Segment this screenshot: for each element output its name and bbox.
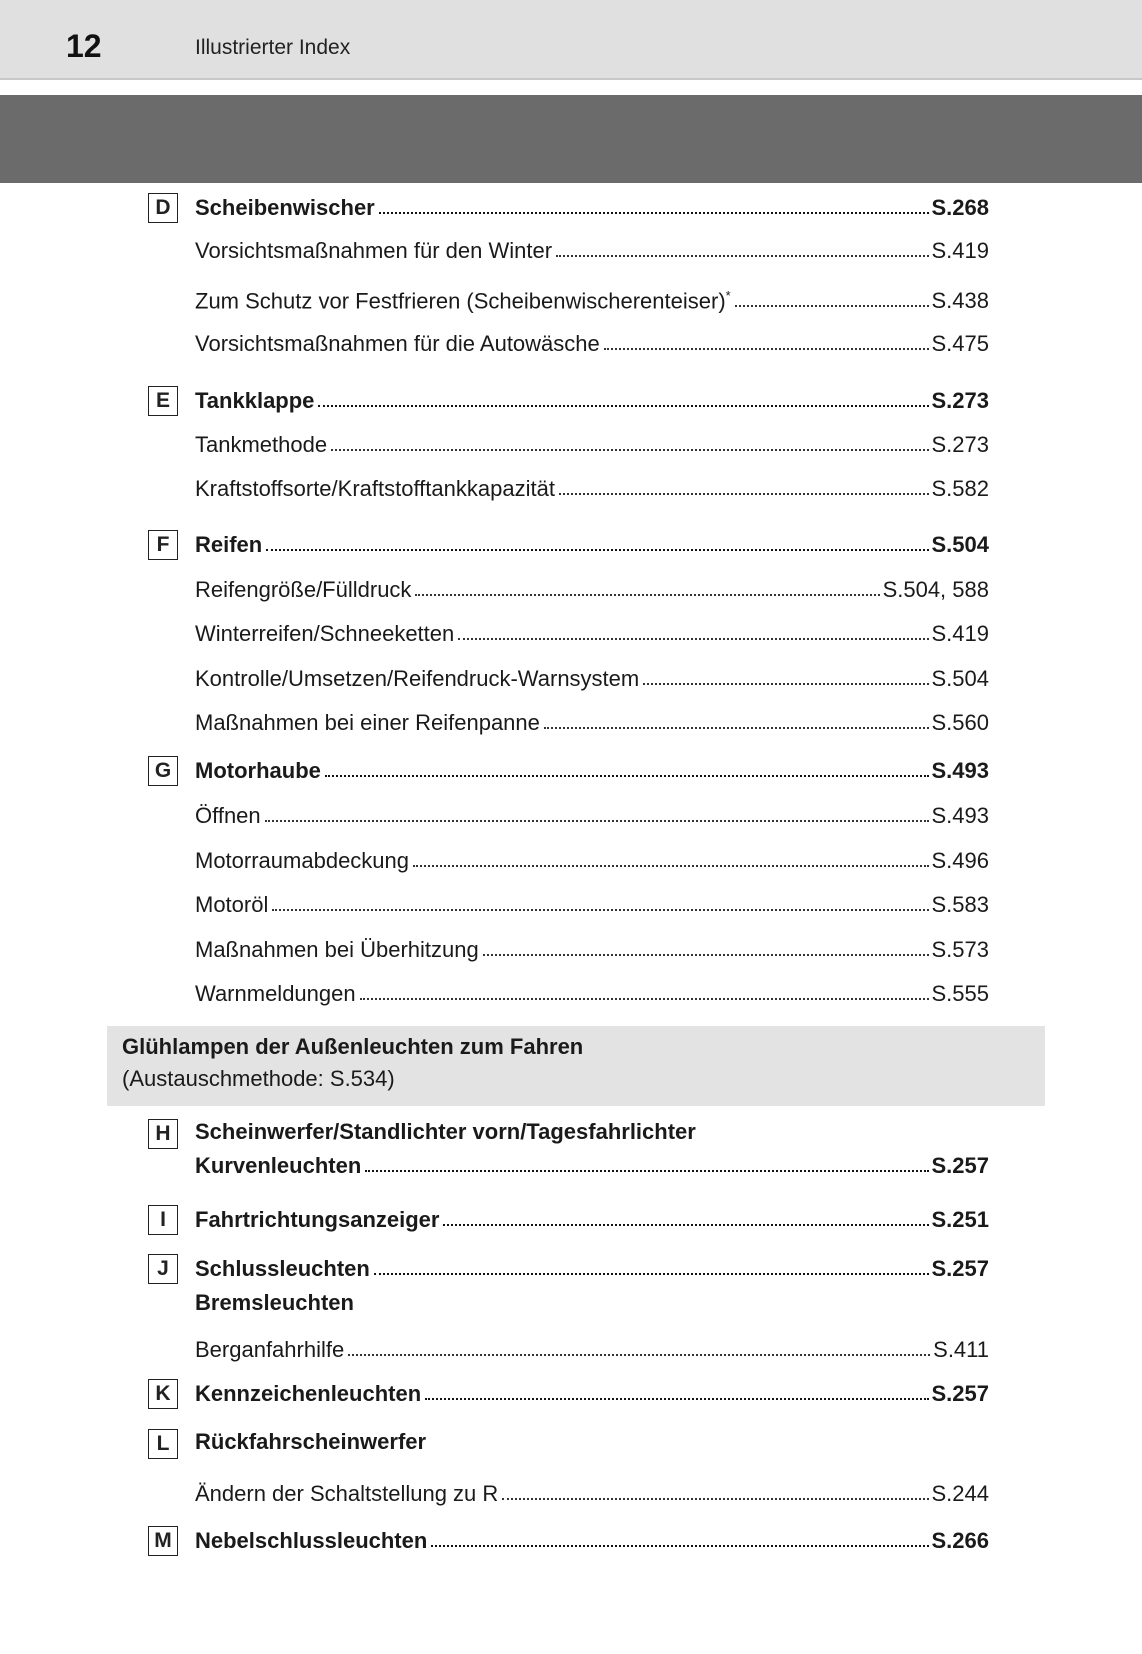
letter-badge-h: H [148,1119,178,1149]
page-title: Illustrierter Index [195,36,351,59]
leader-dots [348,1353,930,1356]
letter-badge-g: G [148,756,178,786]
bulbs-box-subtitle: (Austauschmethode: S.534) [122,1066,395,1091]
leader-dots [643,682,928,685]
leader-dots [556,254,928,257]
entry-page: S.504 [931,666,989,691]
entry-page: S.504, 588 [882,577,989,602]
leader-dots [502,1497,928,1500]
index-entry-motorhaube [195,751,989,785]
index-subentry [195,796,989,830]
footnote-mark: * [725,287,731,303]
index-subentry [195,885,989,919]
leader-dots [425,1397,928,1400]
leader-dots [318,404,928,407]
entry-label: Tankmethode [195,432,328,457]
entry-label: Motoröl [195,892,269,917]
entry-label: Tankklappe [195,388,315,413]
entry-label: Motorraumabdeckung [195,848,410,873]
entry-label: Nebelschlussleuchten [195,1528,428,1553]
index-subentry [195,974,989,1008]
entry-page: S.438 [931,288,989,313]
entry-label: Kurvenleuchten [195,1153,362,1178]
index-subentry [195,841,989,875]
entry-page: S.496 [931,848,989,873]
entry-label: Fahrtrichtungsanzeiger [195,1207,440,1232]
leader-dots [544,726,929,729]
entry-label: Berganfahrhilfe [195,1337,345,1362]
index-entry-scheinwerfer: Scheinwerfer/Standlichter vorn/Tagesfahrlichter [195,1119,696,1144]
index-subentry [195,425,989,459]
entry-label: Maßnahmen bei einer Reifenpanne [195,710,540,735]
index-entry-kurvenleuchten [195,1146,989,1180]
entry-page: S.244 [931,1481,989,1506]
leader-dots [458,637,928,640]
page-header [0,0,1142,80]
leader-dots [374,1272,929,1275]
letter-badge-m: M [148,1526,178,1556]
entry-page: S.419 [931,238,989,263]
entry-label: Vorsichtsmaßnahmen für den Winter [195,238,553,263]
letter-badge-e: E [148,386,178,416]
index-subentry [195,570,989,604]
index-subentry [195,703,989,737]
entry-label: Reifen [195,532,263,557]
entry-label: Maßnahmen bei Überhitzung [195,937,479,962]
leader-dots [443,1223,928,1226]
entry-page: S.268 [931,195,989,220]
entry-label: Warnmeldungen [195,981,356,1006]
entry-label: Kennzeichenleuchten [195,1381,422,1406]
letter-badge-j: J [148,1254,178,1284]
leader-dots [735,304,929,307]
index-entry-rueckfahrscheinwerfer: Rückfahrscheinwerfer [195,1429,427,1454]
letter-badge-k: K [148,1379,178,1409]
index-subentry [195,469,989,503]
leader-dots [266,548,928,551]
entry-label: Schlussleuchten [195,1256,370,1281]
entry-page: S.555 [931,981,989,1006]
index-subentry [195,1330,989,1364]
letter-badge-l: L [148,1429,178,1459]
leader-dots [604,347,929,350]
entry-page: S.257 [931,1256,989,1281]
entry-label: Vorsichtsmaßnahmen für die Autowäsche [195,331,600,356]
entry-label: Öffnen [195,803,261,828]
entry-page: S.266 [931,1528,989,1553]
entry-page: S.257 [931,1153,989,1178]
bulbs-box-title: Glühlampen der Außenleuchten zum Fahren [122,1034,584,1059]
entry-page: S.560 [931,710,989,735]
index-entry-bremsleuchten: Bremsleuchten [195,1290,354,1315]
leader-dots [272,908,928,911]
entry-page: S.475 [931,331,989,356]
index-entry-fahrtrichtungsanzeiger [195,1200,989,1234]
header-band [0,95,1142,183]
entry-page: S.273 [931,432,989,457]
index-subentry [195,1474,989,1508]
entry-label: Zum Schutz vor Festfrieren (Scheibenwischerenteiser)* [195,287,731,313]
entry-page: S.583 [931,892,989,917]
entry-page: S.251 [931,1207,989,1232]
leader-dots [559,492,929,495]
index-entry-schlussleuchten [195,1249,989,1283]
entry-page: S.411 [933,1337,989,1362]
entry-label: Kraftstoffsorte/Kraftstofftankkapazität [195,476,555,501]
entry-page: S.504 [931,532,989,557]
letter-badge-i: I [148,1205,178,1235]
index-entry-nebelschlussleuchten [195,1521,989,1555]
leader-dots [415,593,879,596]
index-entry-reifen [195,525,989,559]
entry-label: Scheibenwischer [195,195,375,220]
leader-dots [325,774,929,777]
entry-label: Ändern der Schaltstellung zu R [195,1481,499,1506]
index-subentry [195,614,989,648]
index-entry-kennzeichenleuchten [195,1374,989,1408]
entry-label: Reifengröße/Fülldruck [195,577,412,602]
leader-dots [379,211,929,214]
entry-label: Motorhaube [195,758,321,783]
leader-dots [413,864,928,867]
index-subentry [195,231,989,265]
index-subentry [195,930,989,964]
entry-page: S.273 [931,388,989,413]
page-number: 12 [66,28,102,64]
leader-dots [265,819,929,822]
index-subentry [195,281,989,315]
entry-page: S.573 [931,937,989,962]
index-subentry [195,324,989,358]
index-entry-tankklappe [195,381,989,415]
entry-page: S.493 [931,758,989,783]
letter-badge-f: F [148,530,178,560]
leader-dots [360,997,929,1000]
index-entry-scheibenwischer [195,188,989,222]
entry-page: S.419 [931,621,989,646]
index-subentry [195,659,989,693]
entry-label: Winterreifen/Schneeketten [195,621,455,646]
leader-dots [431,1544,928,1547]
entry-label: Kontrolle/Umsetzen/Reifendruck-Warnsystem [195,666,640,691]
entry-page: S.582 [931,476,989,501]
leader-dots [365,1169,928,1172]
leader-dots [331,448,928,451]
letter-badge-d: D [148,193,178,223]
entry-page: S.257 [931,1381,989,1406]
entry-page: S.493 [931,803,989,828]
leader-dots [483,953,929,956]
